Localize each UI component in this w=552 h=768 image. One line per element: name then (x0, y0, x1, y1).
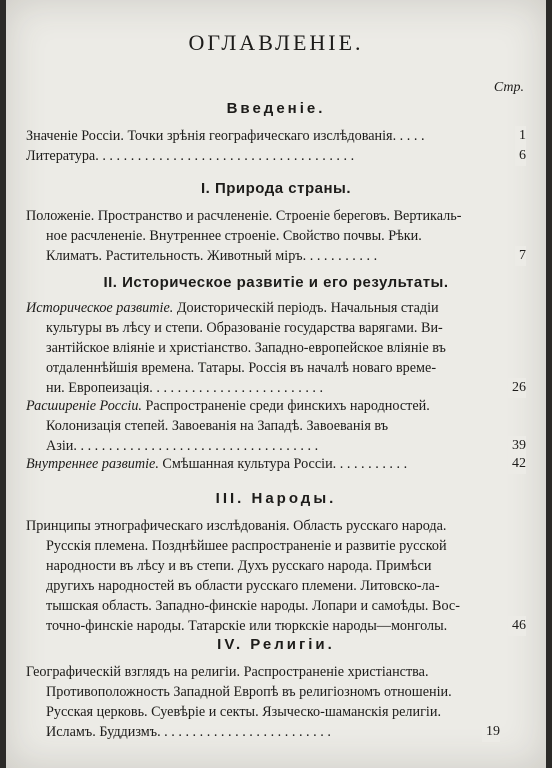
toc-entry-lead: Расширеніе Россіи. (26, 398, 142, 414)
toc-entry-line: ное расчлененіе. Внутреннее строеніе. Свойство почвы. Рѣки. (46, 228, 422, 244)
toc-entry-line: другихъ народностей въ области русскаго племени. Литовско-ла- (46, 578, 440, 594)
toc-entry-lead: Внутреннее развитіе. (26, 456, 159, 472)
section-heading-history: II. Историческое развитіе и его результаты. (103, 274, 449, 291)
toc-page-number: 7 (515, 246, 526, 266)
page-column-label: Стр. (493, 80, 524, 95)
toc-entry-line: Принципы этнографическаго изслѣдованія. Область русскаго народа. (26, 518, 447, 534)
toc-entry[interactable] (26, 206, 526, 266)
section-heading-peoples: III. Народы. (215, 490, 337, 507)
toc-page-number: 42 (508, 454, 526, 474)
section-heading-introduction: Введеніе. (226, 100, 326, 117)
toc-entry[interactable] (26, 126, 526, 146)
toc-entry[interactable] (26, 454, 526, 474)
toc-page-number: 19 (482, 722, 500, 742)
toc-entry-line: Смѣшанная культура Россіи. . . . . . . . . . . (158, 456, 408, 472)
toc-entry-line: Литература. . . . . . . . . . . . . . . . . . . . . . . . . . . . . . . . . . . . . (26, 148, 355, 164)
toc-entry-line: зантійское вліяніе и христіанство. Западно-европейское вліяніе въ (46, 340, 446, 356)
toc-page-number: 6 (515, 146, 526, 166)
toc-page-number: 1 (515, 126, 526, 146)
toc-entry-line: Распространеніе среди финскихъ народностей. (141, 398, 430, 414)
toc-entry-line: точно-финскіе народы. Татарскіе или тюркскіе народы—монголы. (46, 618, 448, 634)
toc-entry-line: Географическій взглядъ на религіи. Распространеніе христіанства. (26, 664, 429, 680)
toc-entry[interactable] (26, 396, 526, 456)
toc-entry-line: Доисторическій періодъ. Начальныя стадіи (173, 300, 439, 316)
toc-entry-line: Положеніе. Пространство и расчлененіе. Строеніе береговъ. Вертикаль- (26, 208, 462, 224)
toc-page-number: 39 (508, 436, 526, 456)
toc-entry-line: Противоположность Западной Европѣ въ религіозномъ отношеніи. (46, 684, 452, 700)
section-heading-religions: IV. Религіи. (217, 636, 335, 653)
toc-entry-line: культуры въ лѣсу и степи. Образованіе государства варягами. Ви- (46, 320, 443, 336)
toc-entry-line: тышская область. Западно-финскіе народы. Лопари и самоѣды. Вос- (46, 598, 460, 614)
toc-entry-line: Климатъ. Растительность. Животный міръ. . . . . . . . . . . (46, 248, 378, 264)
toc-entry-line: Исламъ. Буддизмъ. . . . . . . . . . . . . . . . . . . . . . . . . (46, 724, 331, 740)
book-page (6, 0, 546, 768)
toc-entry-lead: Историческое развитіе. (26, 300, 174, 316)
toc-entry-line: Значеніе Россіи. Точки зрѣнія географическаго изслѣдованія. . . . . (26, 128, 425, 144)
toc-entry-line: Русскія племена. Позднѣйшее распространеніе и развитіе русской (46, 538, 447, 554)
toc-entry-line: Русская церковь. Суевѣріе и секты. Языческо-шаманскія религіи. (46, 704, 442, 720)
toc-entry[interactable] (26, 146, 526, 166)
page-title: ОГЛАВЛЕНІЕ. (188, 30, 364, 55)
toc-page-number: 46 (508, 616, 526, 636)
toc-entry-line: отдаленнѣйшія времена. Татары. Россія въ началѣ новаго време- (46, 360, 437, 376)
toc-entry-line: народности въ лѣсу и въ степи. Духъ русскаго народа. Примѣси (46, 558, 432, 574)
toc-entry[interactable] (26, 298, 526, 398)
toc-entry-line: ни. Европеизація. . . . . . . . . . . . . . . . . . . . . . . . . (46, 380, 324, 396)
toc-page-number: 26 (508, 378, 526, 398)
toc-entry-line: Колонизація степей. Завоеванія на Западѣ. Завоеванія въ (46, 418, 389, 434)
toc-entry-line: Азіи. . . . . . . . . . . . . . . . . . . . . . . . . . . . . . . . . . . (46, 438, 319, 454)
toc-entry[interactable] (26, 516, 526, 636)
section-heading-nature: I. Природа страны. (200, 180, 352, 197)
toc-entry[interactable] (26, 662, 526, 742)
